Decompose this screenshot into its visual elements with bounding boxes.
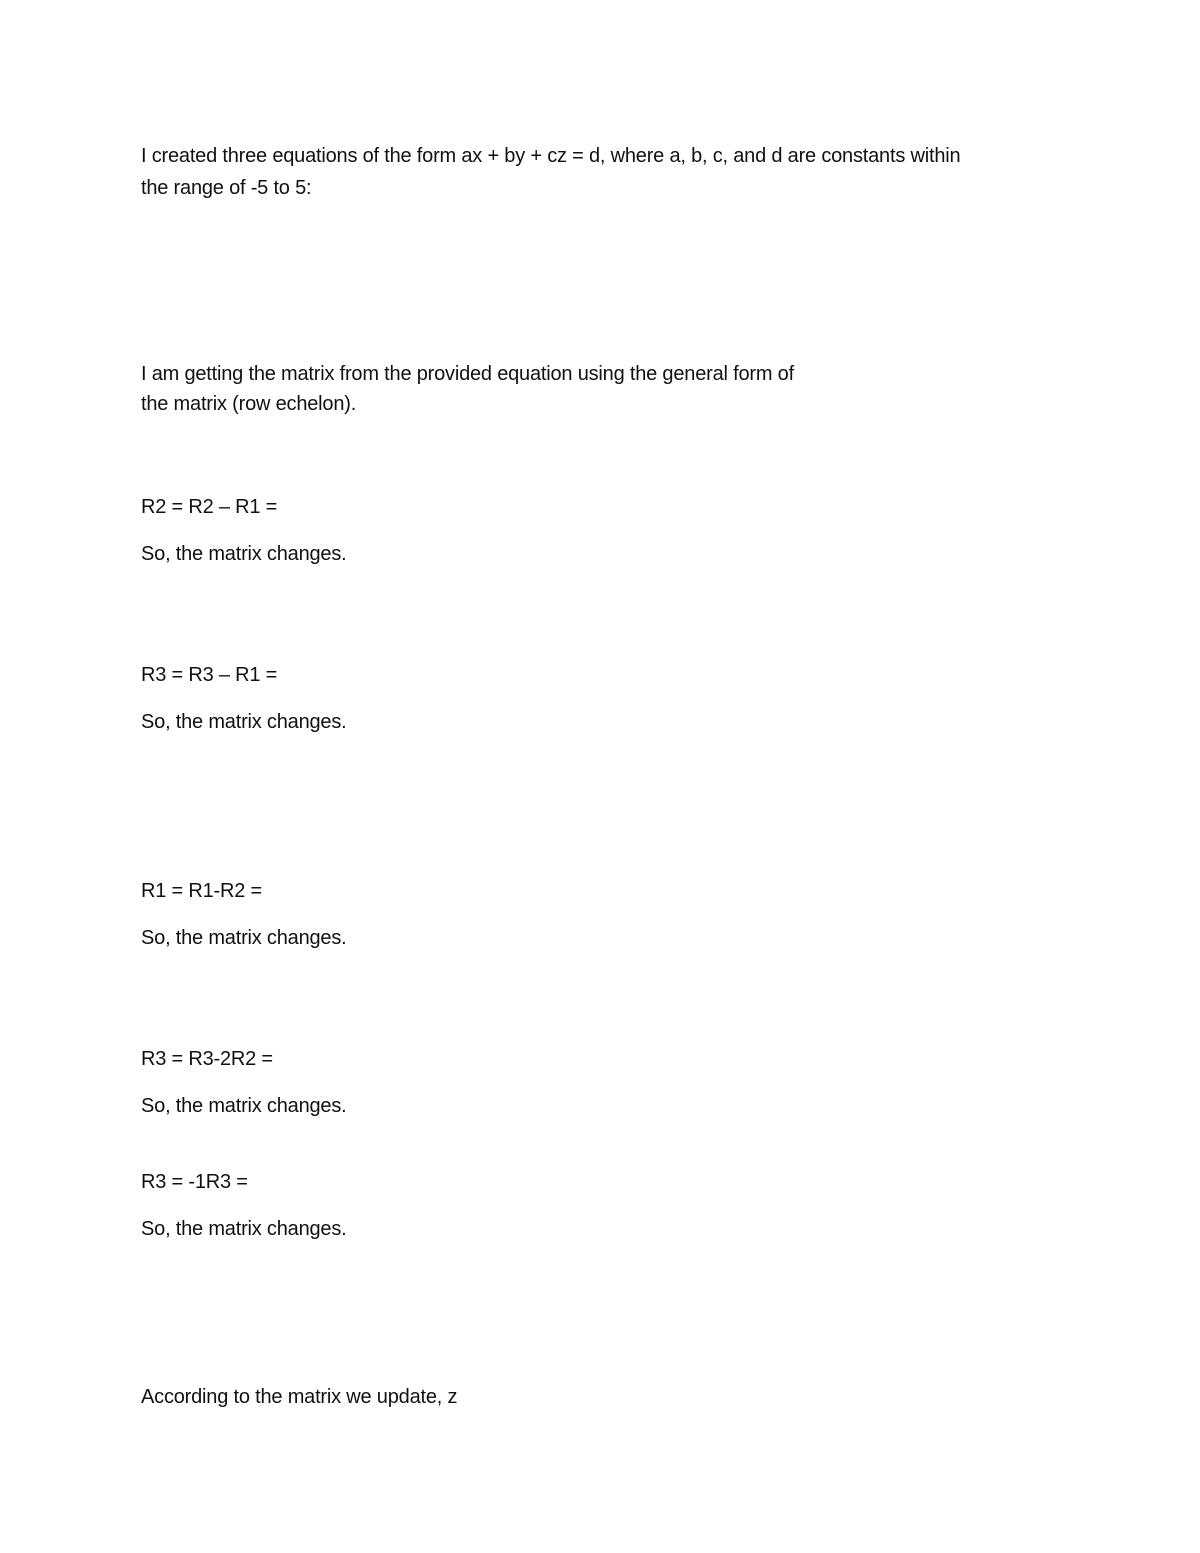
conclusion-text: According to the matrix we update, z (141, 1386, 458, 1408)
step-2-operation: R3 = R3 – R1 = (141, 664, 278, 686)
step-5-operation: R3 = -1R3 = (141, 1171, 248, 1193)
step-2-result: So, the matrix changes. (141, 711, 347, 733)
step-1-result: So, the matrix changes. (141, 543, 347, 565)
matrix-text-line-1: I am getting the matrix from the provided equation using the general form of (141, 363, 794, 385)
step-5-result: So, the matrix changes. (141, 1218, 347, 1240)
matrix-text-line-2: the matrix (row echelon). (141, 393, 357, 415)
step-4-operation: R3 = R3-2R2 = (141, 1048, 273, 1070)
step-3-result: So, the matrix changes. (141, 927, 347, 949)
intro-text-line-2: the range of -5 to 5: (141, 177, 312, 199)
step-3-operation: R1 = R1-R2 = (141, 880, 262, 902)
step-1-operation: R2 = R2 – R1 = (141, 496, 278, 518)
step-4-result: So, the matrix changes. (141, 1095, 347, 1117)
intro-text-line-1: I created three equations of the form ax + by + cz = d, where a, b, c, and d are constants within (141, 145, 961, 167)
